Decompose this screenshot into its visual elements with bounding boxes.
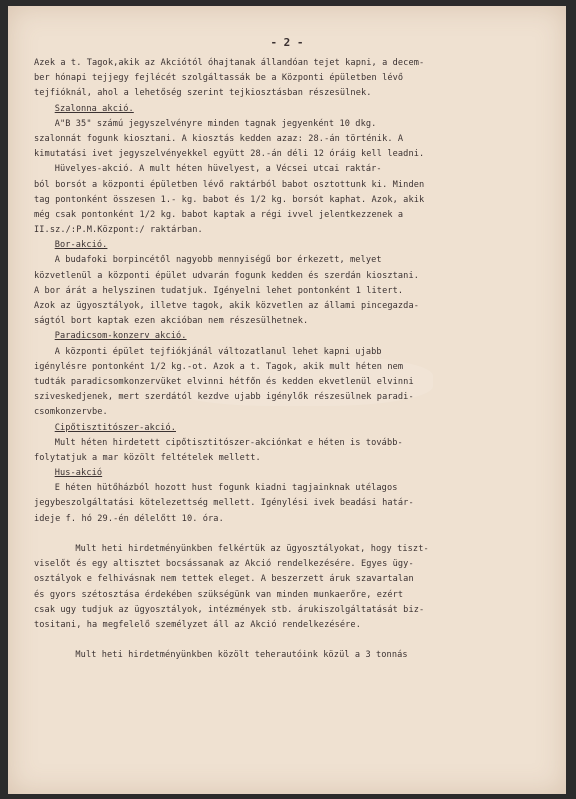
text-line: ságtól bort kaptak ezen akcióban nem részesülhetnek. [34,316,309,327]
text-line [34,527,554,542]
text-line: még csak pontonként 1/2 kg. babot kaptak a régi ivvel jelentkezzenek a [34,209,404,220]
text-line: csomkonzervbe. [34,407,108,418]
text-line [34,633,554,648]
text-line: ber hónapi tejjegy fejlécét szolgáltassák be a Központi épületben lévő [34,73,404,84]
document-page [8,6,566,794]
text-line: igénylésre pontonként 1/2 kg.-ot. Azok a t. Tagok, akik mult héten nem [34,361,404,372]
text-line: Azek a t. Tagok,akik az Akciótól óhajtanak állandóan tejet kapni, a decem- [34,58,425,68]
text-line: folytatjuk a mar közölt feltételek mellett. [34,452,261,463]
text-line: kimutatási ivet jegyszelvényekkel együtt 28.-án déli 12 óráig kell leadni. [34,149,425,160]
section-heading: Bor-akció. [54,240,108,251]
text-line: II.sz./:P.M.Központ:/ raktárban. [34,225,203,236]
text-line: tositani, ha megfelelő személyzet áll az Akció rendelkezésére. [34,619,361,630]
document-body [34,56,554,664]
section-heading: Szalonna akció. [54,103,134,114]
text-line: ból borsót a központi épületben lévő raktárból babot osztottunk ki. Minden [34,179,425,190]
text-line: Hüvelyes-akció. A mult héten hüvelyest, a Vécsei utcai raktár- [54,164,382,175]
text-line: jegybeszolgáltatási kötelezettség mellett. Igénylési ivek beadási határ- [34,498,414,509]
section-heading: Cipőtisztitószer-akció. [54,422,176,433]
text-line: A bor árát a helyszinen tudatjuk. Igényelni lehet pontonként 1 litert. [34,285,404,296]
text-line: A budafoki borpincétől nagyobb mennyiségű bor érkezett, melyet [54,255,382,266]
page-number: - 2 - [270,36,304,49]
text-line: sziveskedjenek, mert szerdától kezdve ujabb igénylők részesülnek paradi- [34,392,414,403]
text-line: csak ugy tudjuk az ügyosztályok, intézmények stb. árukiszolgáltatását biz- [34,604,425,615]
text-line: A"B 35" számú jegyszelvényre minden tagnak jegyenként 10 dkg. [54,118,377,129]
text-line: viselőt és egy altisztet bocsássanak az Akció rendelkezésére. Egyes ügy- [34,559,414,570]
text-line: tudták paradicsomkonzervüket elvinni hétfőn és kedden ekvetlenül elvinni [34,376,414,387]
text-line: és gyors szétosztása érdekében szükségünk van minden munkaerőre, ezért [34,589,404,600]
text-line: Mult heti hirdetményünkben közölt teherautóink közül a 3 tonnás [75,650,408,661]
section-heading: Paradicsom-konzerv akció. [54,331,187,342]
text-line: tejfióknál, ahol a lehetőség szerint tejkiosztásban részesülnek. [34,88,372,99]
text-line: Azok az ügyosztályok, illetve tagok, akik közvetlen az állami pincegazda- [34,301,419,311]
text-line: ideje f. hó 29.-én délelőtt 10. óra. [34,513,224,524]
text-line: Mult héten hirdetett cipőtisztitószer-akciónkat e héten is tovább- [54,437,403,448]
text-line: E héten hütőházból hozott hust fogunk kiadni tagjainknak utélagos [54,483,398,494]
text-line: szalonnát fogunk kiosztani. A kiosztás kedden azaz: 28.-án történik. A [34,133,404,144]
text-line: Mult heti hirdetményünkben felkértük az ügyosztályokat, hogy tiszt- [75,544,429,554]
text-line: osztályok e felhivásnak nem tettek eleget. A beszerzett áruk szavartalan [34,574,414,585]
text-line: A központi épület tejfiókjánál változatlanul lehet kapni ujabb [54,346,382,357]
text-line: közvetlenül a központi épület udvarán fogunk kedden és szerdán kiosztani. [34,270,419,281]
section-heading: Hus-akció [54,468,103,479]
text-line: tag pontonként összesen 1.- kg. babot és 1/2 kg. borsót kaphat. Azok, akik [34,194,425,205]
